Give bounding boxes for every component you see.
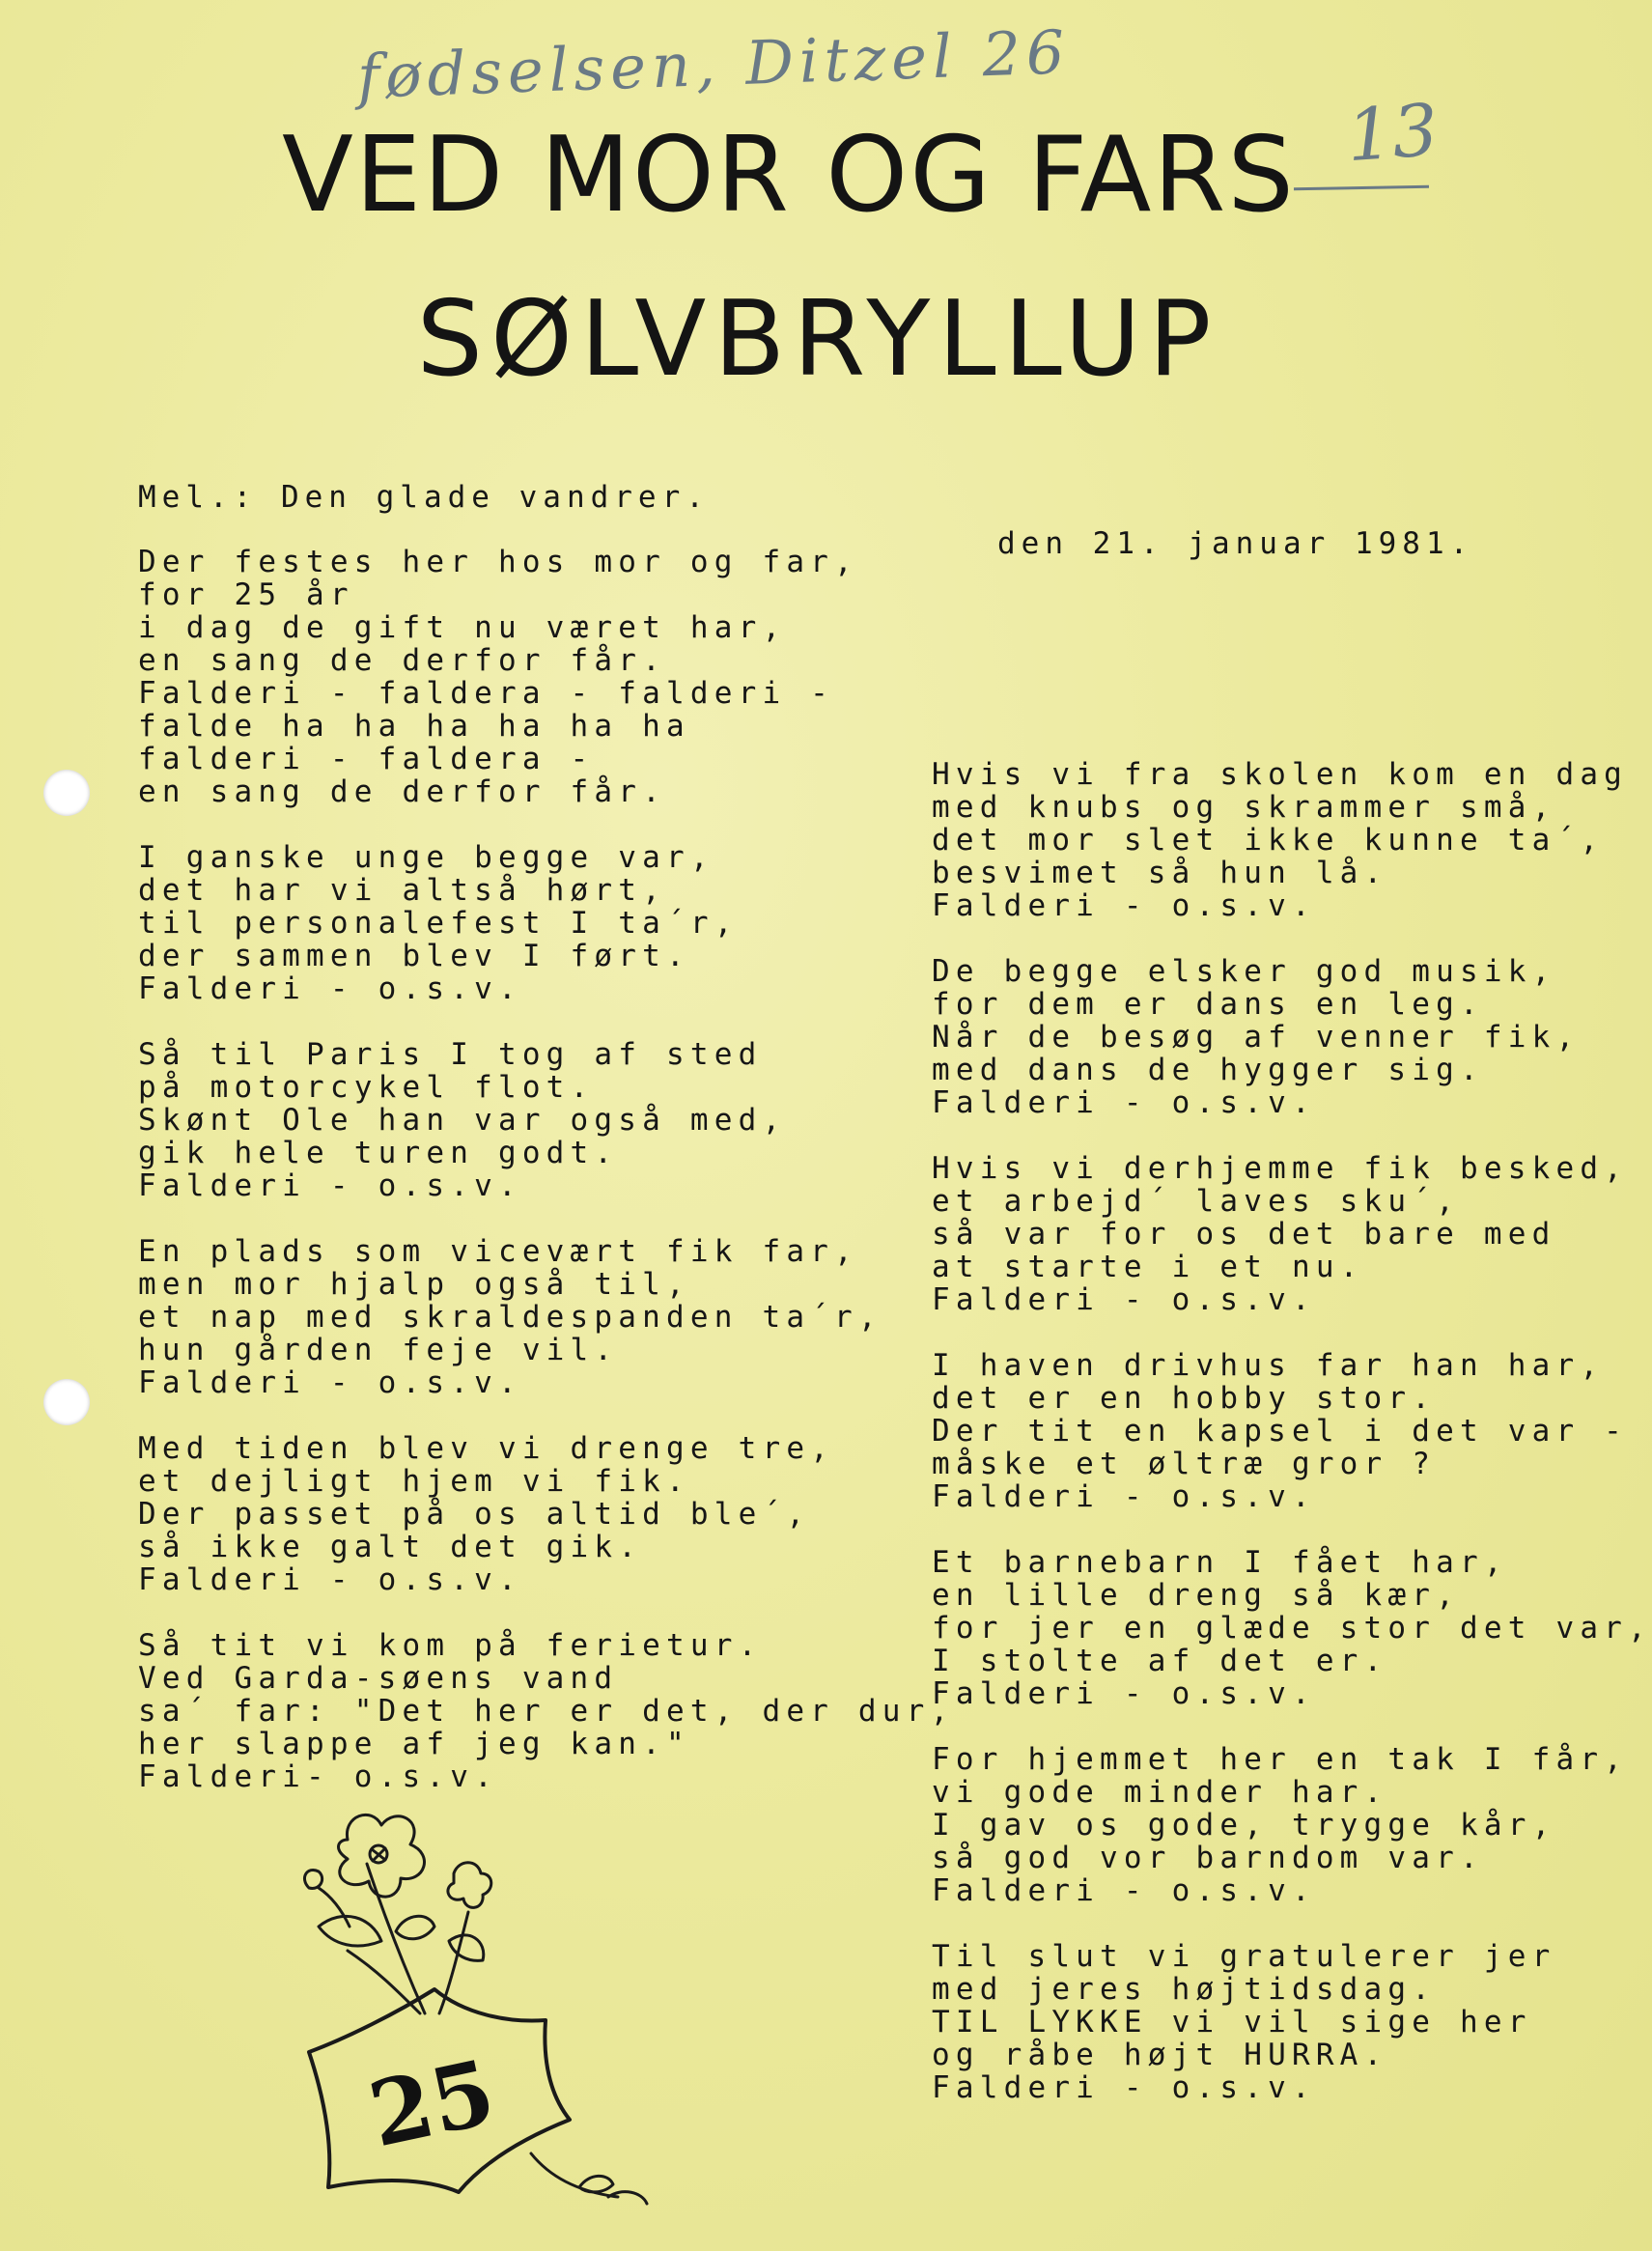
verse-line: Ved Garda-søens vand: [138, 1661, 619, 1696]
verse-line: I stolte af det er.: [932, 1644, 1388, 1678]
verse-line: et dejligt hjem vi fik.: [138, 1464, 690, 1499]
verse-line: Falderi - o.s.v.: [932, 1282, 1316, 1317]
verse-line: for jer en glæde stor det var,: [932, 1611, 1652, 1646]
verse-line: med jeres højtidsdag.: [932, 1972, 1437, 2007]
stanza: [932, 1151, 1629, 1317]
stanza: [138, 841, 814, 1005]
verse-line: en sang de derfor får.: [138, 774, 666, 809]
stanza: [138, 1431, 835, 1597]
date-line: den 21. januar 1981.: [997, 526, 1474, 561]
verse-line: med dans de hygger sig.: [932, 1053, 1484, 1087]
verse-line: De begge elsker god musik,: [932, 954, 1556, 989]
verse-line: Med tiden blev vi drenge tre,: [138, 1431, 835, 1466]
verse-line: Falderi - faldera - falderi -: [138, 676, 835, 711]
verse-line: TIL LYKKE vi vil sige her: [932, 2005, 1532, 2040]
title-line-1: VED MOR OG FARS: [282, 115, 1296, 236]
verse-line: en sang de derfor får.: [138, 643, 666, 678]
verse-line: og råbe højt HURRA.: [932, 2038, 1388, 2072]
verse-line: et arbejd´ laves sku´,: [932, 1184, 1460, 1219]
verse-line: falde ha ha ha ha ha ha: [138, 709, 690, 744]
verse-line: Et barnebarn I fået har,: [932, 1545, 1508, 1580]
verse-line: for 25 år: [138, 577, 354, 612]
verse-line: Så tit vi kom på ferietur.: [138, 1628, 763, 1663]
verse-line: her slappe af jeg kan.": [138, 1727, 690, 1761]
right-column: [932, 757, 1652, 2137]
verse-line: Hvis vi fra skolen kom en dag: [932, 757, 1629, 792]
verse-line: Falderi - o.s.v.: [932, 2070, 1316, 2105]
handwritten-note: fødselsen, Ditzel 26: [355, 16, 1072, 112]
verse-line: gik hele turen godt.: [138, 1136, 619, 1170]
verse-line: Falderi - o.s.v.: [932, 1873, 1316, 1908]
verse-line: til personalefest I ta´r,: [138, 906, 739, 941]
verse-line: Falderi - o.s.v.: [932, 1676, 1316, 1711]
verse-line: sa´ far: "Det her er det, der dur,: [138, 1694, 955, 1729]
verse-line: I gav os gode, trygge kår,: [932, 1808, 1556, 1843]
verse-line: der sammen blev I ført.: [138, 939, 690, 973]
verse-line: Skønt Ole han var også med,: [138, 1103, 787, 1138]
badge-number: 25: [360, 2040, 504, 2168]
verse-line: falderi - faldera -: [138, 742, 595, 776]
verse-line: Falderi - o.s.v.: [932, 1479, 1316, 1514]
verse-line: så var for os det bare med: [932, 1217, 1556, 1252]
stanza: [138, 1234, 882, 1400]
verse-line: Der passet på os altid ble´,: [138, 1497, 811, 1532]
verse-line: I ganske unge begge var,: [138, 840, 714, 875]
verse-line: det er en hobby stor.: [932, 1381, 1437, 1416]
verse-line: Falderi - o.s.v.: [932, 1085, 1316, 1120]
verse-line: Falderi - o.s.v.: [138, 1168, 522, 1203]
punch-hole: [43, 1379, 90, 1425]
verse-line: måske et øltræ gror ?: [932, 1447, 1437, 1481]
verse-line: med knubs og skrammer små,: [932, 790, 1556, 825]
verse-line: Hvis vi derhjemme fik besked,: [932, 1151, 1629, 1186]
stanza: [138, 1038, 814, 1202]
stanza: [932, 757, 1629, 923]
verse-line: for dem er dans en leg.: [932, 987, 1484, 1022]
verse-line: så god vor barndom var.: [932, 1841, 1484, 1875]
verse-line: Falderi - o.s.v.: [138, 971, 522, 1006]
stanza: [932, 1545, 1652, 1711]
handwritten-page-number: 13: [1344, 88, 1442, 179]
verse-line: det mor slet ikke kunne ta´,: [932, 823, 1605, 858]
verse-line: en lille dreng så kær,: [932, 1578, 1460, 1613]
verse-line: hun gården feje vil.: [138, 1333, 619, 1367]
verse-line: I haven drivhus far han har,: [932, 1348, 1605, 1383]
verse-line: Der tit en kapsel i det var -: [932, 1414, 1629, 1449]
stanza: [932, 1742, 1629, 1908]
left-column: [138, 545, 955, 1826]
stanza: [932, 954, 1581, 1120]
verse-line: Der festes her hos mor og far,: [138, 545, 858, 579]
verse-line: For hjemmet her en tak I får,: [932, 1742, 1629, 1777]
verse-line: Falderi - o.s.v.: [138, 1365, 522, 1400]
stanza: [138, 1628, 955, 1794]
verse-line: Så til Paris I tog af sted: [138, 1037, 763, 1072]
stanza: [932, 1940, 1569, 2104]
verse-line: så ikke galt det gik.: [138, 1530, 643, 1564]
verse-line: Falderi - o.s.v.: [932, 888, 1316, 923]
verse-line: men mor hjalp også til,: [138, 1267, 690, 1302]
stanza: [138, 545, 858, 809]
melody-line: Mel.: Den glade vandrer.: [138, 480, 710, 515]
verse-line: besvimet så hun lå.: [932, 856, 1388, 890]
verse-line: Falderi - o.s.v.: [138, 1562, 522, 1597]
verse-line: på motorcykel flot.: [138, 1070, 595, 1105]
punch-hole: [43, 770, 90, 816]
stanza: [932, 1348, 1629, 1514]
verse-line: Når de besøg af venner fik,: [932, 1020, 1581, 1055]
verse-line: et nap med skraldespanden ta´r,: [138, 1300, 882, 1335]
flower-badge-icon: [290, 1806, 657, 2231]
verse-line: at starte i et nu.: [932, 1250, 1364, 1284]
verse-line: det har vi altså hørt,: [138, 873, 666, 908]
verse-line: i dag de gift nu været har,: [138, 610, 787, 645]
verse-line: Falderi- o.s.v.: [138, 1759, 498, 1794]
verse-line: vi gode minder har.: [932, 1775, 1388, 1810]
verse-line: Til slut vi gratulerer jer: [932, 1939, 1556, 1974]
verse-line: En plads som vicevært fik far,: [138, 1234, 858, 1269]
title-line-2: SØLVBRYLLUP: [416, 279, 1219, 400]
